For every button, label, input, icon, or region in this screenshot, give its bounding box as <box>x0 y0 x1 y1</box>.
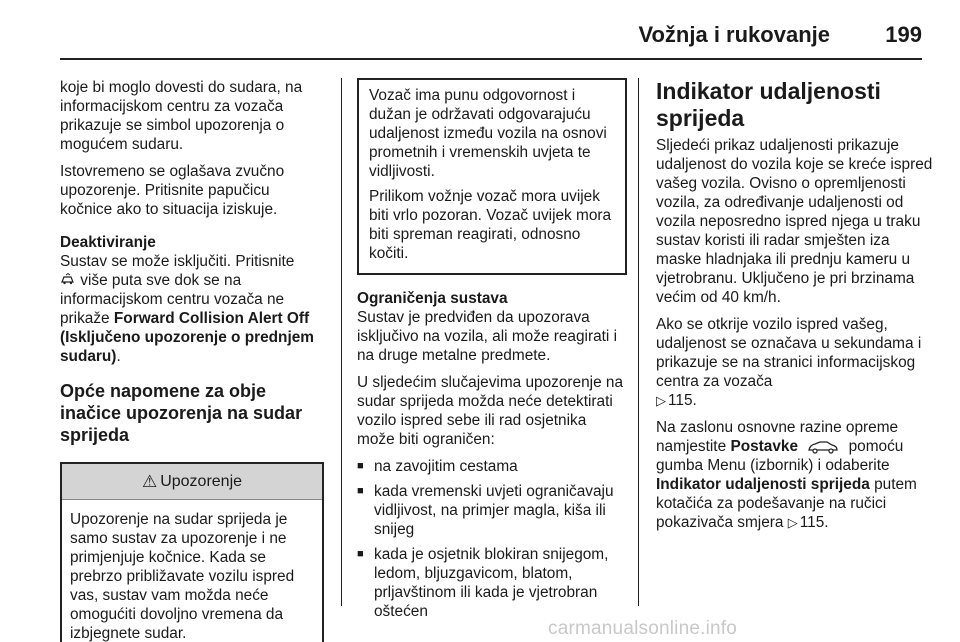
car-settings-icon <box>806 440 840 454</box>
header-title: Vožnja i rukovanje <box>638 22 830 47</box>
paragraph: Prilikom vožnje vozač mora uvijek biti vrlo pozoran. Vozač uvijek mora biti spreman reagirati, odnosno kočiti. <box>369 188 612 262</box>
column-3 <box>656 78 938 540</box>
paragraph: Sljedeći prikaz udaljenosti prikazuje udaljenost do vozila koje se kreće ispred vašeg vozila. Ovisno o opremljenosti vozila, za određivanje udaljenosti od vozila neposredno ispred njega u traku sustav koristi ili radar smješten iza maske hladnjaka ili prednju kameru u vjetrobranu. Uključeno je pri brzinama većim od 40 km/h. <box>656 137 933 306</box>
deactivation-message: Forward Collision Alert Off (Isključeno upozorenje o prednjem sudaru) <box>60 310 314 365</box>
conditions-list <box>357 457 627 621</box>
limitations-text: Sustav je predviđen da upozorava isključivo na vozila, ali može reagirati i na druge metalne predmete. <box>357 309 618 364</box>
page-reference: 115. <box>668 392 697 409</box>
settings-label: Postavke <box>730 438 799 455</box>
column-divider-2 <box>638 78 639 606</box>
page-ref-icon: ▷ <box>787 515 798 530</box>
paragraph <box>656 418 938 532</box>
page-reference: 115. <box>799 514 829 531</box>
list-item: ■ kada je osjetnik blokiran snijegom, ledom, bljuzgavicom, blatom, prljavštinom ili kada je vjetrobran oštećen <box>357 545 627 621</box>
deactivation-text: Sustav se može isključiti. Pritisnite <box>60 253 295 270</box>
list-item: ■ na zavojitim cestama <box>357 457 627 476</box>
header-divider <box>60 58 922 60</box>
deactivation-text-continued: više puta sve dok se na informacijskom centru vozača ne prikaže <box>60 272 285 327</box>
warning-body: Upozorenje na sudar sprijeda je samo sustav za upozorenje i ne primjenjuje kočnice. Kada se prebrzo približavate vozilu ispred vas, sustav vam možda neće omogućiti dovoljno vremena da izbjegnete sudar. <box>70 511 295 642</box>
column-1 <box>60 78 324 642</box>
column-divider-1 <box>341 78 342 606</box>
warning-title: Upozorenje <box>160 473 243 490</box>
paragraph-text: Ako se otkrije vozilo ispred vašeg, udaljenost se označava u sekundama i prikazuje se na stranici informacijskog centra za vozača <box>656 316 922 390</box>
column-2 <box>357 78 627 627</box>
page-number: 199 <box>885 22 922 47</box>
punctuation: . <box>116 348 121 365</box>
paragraph-text: pomoću gumba Menu (izbornik) i odaberite <box>656 438 904 474</box>
section-heading: Opće napomene za obje inačice upozorenja na sudar sprijeda <box>60 381 303 445</box>
page-header <box>60 14 922 58</box>
list-item: ■ kada vremenski uvjeti ograničavaju vidljivost, na primjer magla, kiša ili snijeg <box>357 482 627 539</box>
page-ref-icon: ▷ <box>656 393 666 408</box>
paragraph-text: Na zaslonu osnovne razine opreme namjestite <box>656 419 899 455</box>
car-distance-icon <box>60 273 76 285</box>
warning-triangle-icon: ⚠ <box>141 472 158 491</box>
paragraph <box>656 315 938 410</box>
paragraph: koje bi moglo dovesti do sudara, na informacijskom centru za vozača prikazuje se simbol upozorenja o mogućem sudaru. <box>60 79 303 153</box>
limitations-heading: Ograničenja sustava <box>357 290 508 307</box>
paragraph: U sljedećim slučajevima upozorenje na sudar sprijeda možda neće detektirati vozilo ispred sebe ili rad osjetnika može biti ograničen: <box>357 374 624 448</box>
deactivation-heading: Deaktiviranje <box>60 234 156 251</box>
warning-header <box>62 464 322 500</box>
paragraph: Vozač ima punu odgovornost i dužan je održavati odgovarajuću udaljenost između vozila na osnovi prometnih i vremenskih uvjeta te vidljivosti. <box>369 87 607 180</box>
limitations-section <box>357 289 627 365</box>
section-title: Indikator udaljenosti sprijeda <box>656 78 881 131</box>
paragraph: Istovremeno se oglašava zvučno upozorenje. Pritisnite papučicu kočnice ako to situacija iziskuje. <box>60 163 285 218</box>
paragraph-text: putem kotačića za podešavanje na ručici pokazivača smjera <box>656 476 917 531</box>
warning-continuation-box <box>357 78 627 275</box>
deactivation-section <box>60 233 324 366</box>
watermark: carmanualsonline.info <box>548 618 738 639</box>
warning-box <box>60 462 324 642</box>
menu-item-label: Indikator udaljenosti sprijeda <box>656 476 870 493</box>
